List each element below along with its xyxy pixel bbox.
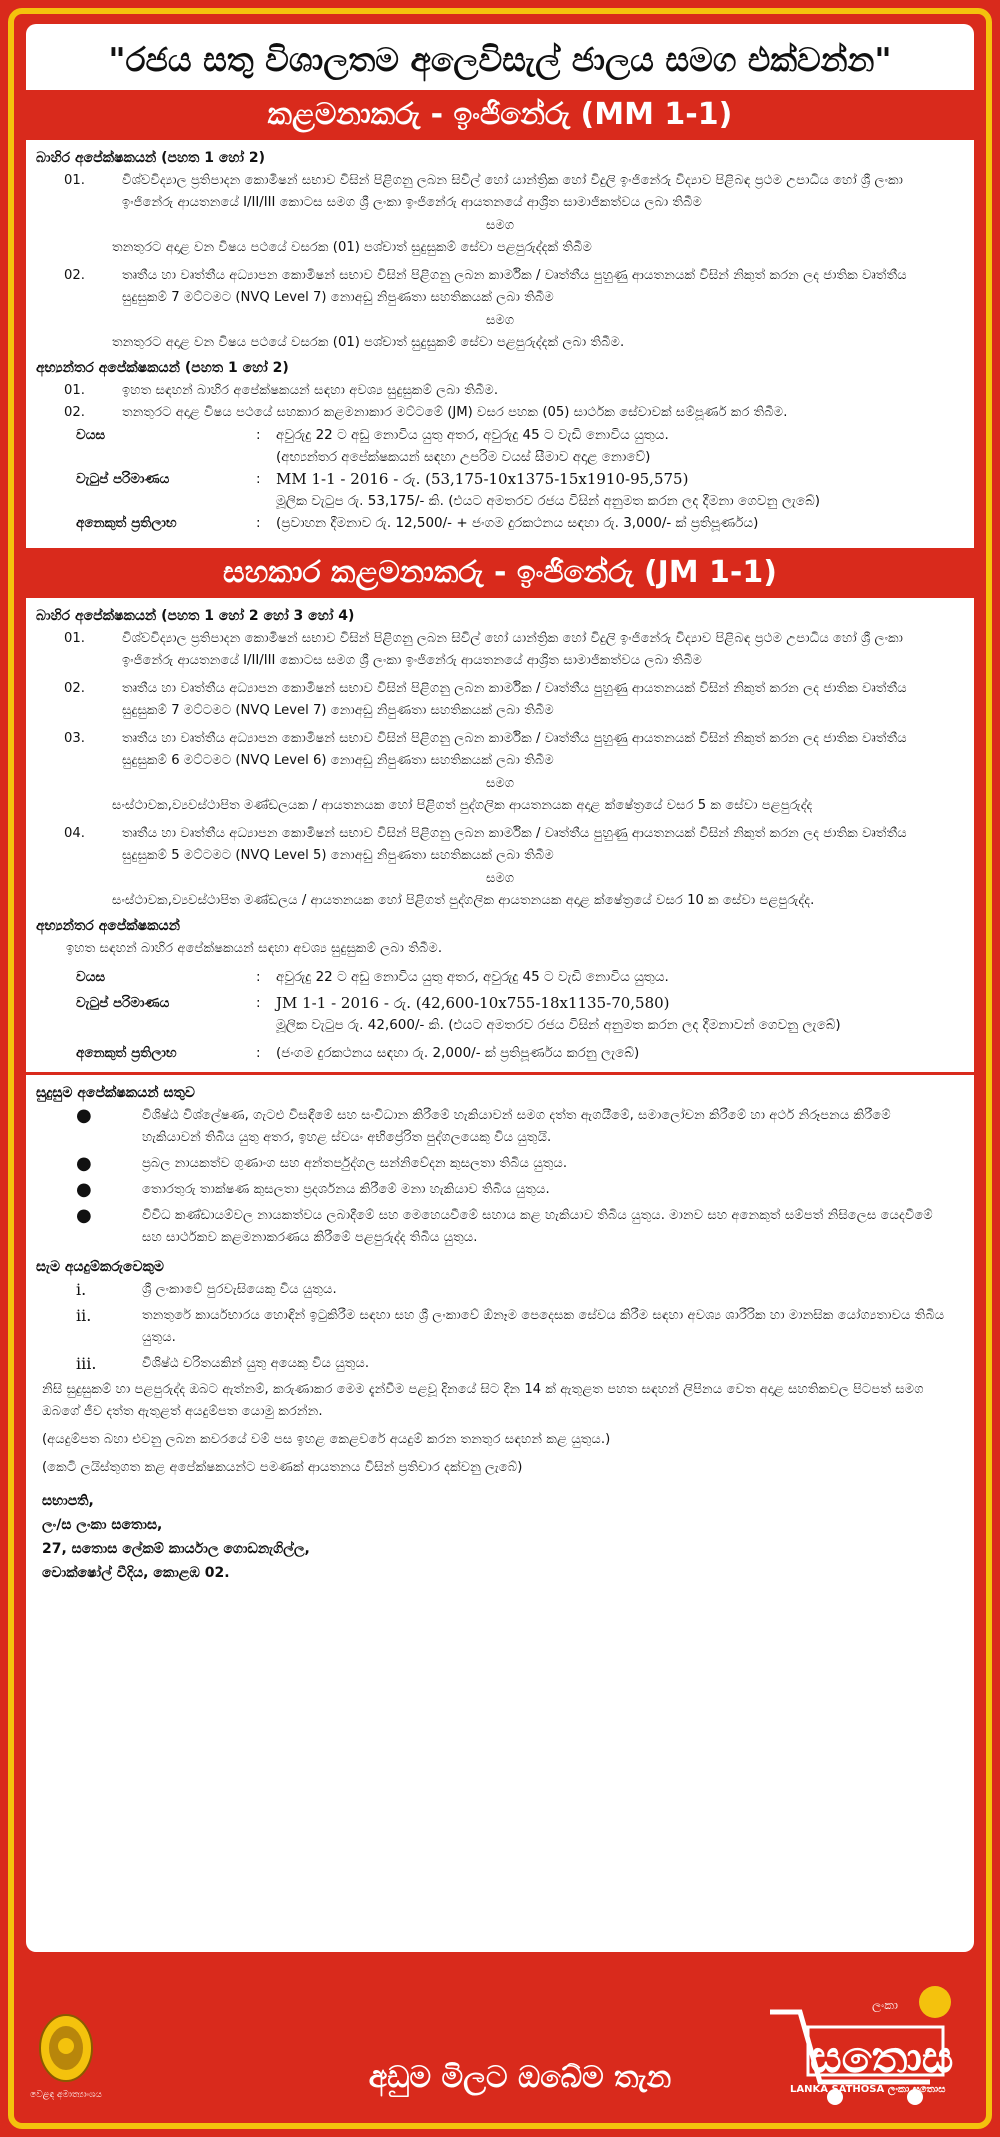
bullet-text: විශිෂ්ඨ විශ්ලේෂණ, ගැටළු විසඳීමේ සහ සංවිධාන කිරීමේ හැකියාවන් සමග දත්ත ඇගයීමේ, සමාලෝචන කිරීමේ හා අර්ථ නිරූපනය කිරීමේ හැකියාවන් තිබිය යුතු අතර, ඉහළ ස්වයං අභිප්‍රේරිත පුද්ගලයෙකු විය යුතුයි. bbox=[142, 1108, 891, 1145]
item-number: 02. bbox=[64, 405, 85, 420]
postal-address bbox=[42, 1489, 958, 1585]
item-continuation: සංස්ථාවක,ව්‍යවස්ථාපිත මණ්ඩලයක / ආයතනයක හෝ පිළිගත් පුද්ගලික ආයතනයක අදාළ ක්ෂේත්‍රයේ වසර 5 ක සේවා පළපුරුද්ද bbox=[112, 798, 813, 813]
item-number: 03. bbox=[64, 731, 85, 746]
item-number: 04. bbox=[64, 826, 85, 841]
age-text: අවුරුදු 22 ට අඩු නොවිය යුතු අතර, අවුරුදු 45 ට වැඩි නොවිය යුතුය. bbox=[276, 969, 669, 985]
apply-envelope-note: (අයදුම්පත බහා එවනු ලබන කවරයේ වම් පස ඉහළ කෙළවරේ අයදුම් කරන තනතුර සඳහන් කළ යුතුය.) bbox=[42, 1432, 611, 1447]
age-text: අවුරුදු 22 ට අඩු නොවිය යුතු අතර, අවුරුදු 45 ට වැඩි නොවිය යුතුය. bbox=[276, 427, 669, 443]
mm-internal-item bbox=[36, 402, 964, 424]
mm-internal-title: අභ්‍යන්තර අපේක්ෂකයන් (පහත 1 හෝ 2) bbox=[36, 360, 289, 376]
item-text: විශ්වවිද්‍යාල ප්‍රතිපාදන කොමිෂන් සභාව විසින් පිළිගනු ලබන සිවිල් හෝ යාන්ත්‍රික හෝ විදුලි ඉංජිනේරු විද්‍යාව පිළිබඳ ප්‍රථම උපාධිය හෝ ශ්‍රී ලංකා ඉංජිනේරු ආයතනයේ I/II/III කොටස සමග ශ්‍රී ලංකා ඉංජිනේරු ආයතනයේ ආශ්‍රිත සාමාජිකත්වය ලබා තිබීම bbox=[122, 173, 903, 210]
general-item bbox=[36, 1305, 964, 1349]
item-number: 01. bbox=[64, 383, 85, 398]
jm-item bbox=[36, 823, 964, 867]
item-text: තෘතීය හා වෘත්තීය අධ්‍යාපන කොමිෂන් සභාව විසින් පිළිගනු ලබන කාර්මික / වෘත්තීය පුහුණු ආයතනයක් විසින් නිකුත් කරන ලද ජාතික වෘත්තීය සුදුසුකම් 7 මට්ටමට (NVQ Level 7) නොඅඩු නිපුණතා සහතිකයක් ලබා තිබීම bbox=[122, 268, 907, 305]
mm-internal-item bbox=[36, 380, 964, 402]
footer bbox=[0, 1952, 1000, 2137]
item-number: ii. bbox=[76, 1306, 92, 1325]
address-line: සභාපති, bbox=[42, 1493, 94, 1509]
qualified-bullet bbox=[36, 1205, 964, 1249]
jm-item bbox=[36, 628, 964, 672]
bullet-text: ප්‍රබල නායකත්ව ගුණාංග සහ අන්තර්පුද්ගල සන්නිවේදන කුසලතා තිබිය යුතුය. bbox=[142, 1156, 568, 1171]
bullet-text: තොරතුරු තාක්ෂණ කුසලතා ප්‍රදර්ශනය කිරීමේ මනා හැකියාව තිබිය යුතුය. bbox=[142, 1182, 550, 1197]
jm-item bbox=[36, 728, 964, 772]
jm-internal-title: අභ්‍යන්තර අපේක්ෂකයන් bbox=[36, 918, 180, 934]
apply-instructions: නිසි සුදුසුකම් හා පළපුරුද්ද ඔබට ඇත්නම්, කරුණාකර මෙම දැන්වීම පළවූ දිනයේ සිට දින 14 ක් ඇතුළත පහත සඳහන් ලිපිනය වෙත අදාළ සහතිකවල පිටපත් සමග ඔබගේ ජීව දත්ත ඇතුළත් අයදුම්පත යොමු කරන්න. bbox=[42, 1382, 924, 1419]
advert-panel bbox=[26, 24, 974, 1952]
logo-text: සතොස bbox=[810, 2032, 954, 2083]
item-number: 02. bbox=[64, 268, 85, 283]
samaga-label: සමග bbox=[486, 313, 514, 328]
mm-item bbox=[36, 265, 964, 309]
salary-note: මූලික වැටුප රු. 53,175/- කි. (එයට අමතරව රජය විසින් අනුමත කරන ලද දීමනා ගෙවනු ලැබේ) bbox=[276, 493, 821, 509]
salary-label: වැටුප් පරිමාණය bbox=[76, 995, 170, 1011]
jm-benefits-row bbox=[36, 1042, 964, 1064]
section-divider bbox=[26, 1072, 974, 1075]
salary-label: වැටුප් පරිමාණය bbox=[76, 471, 170, 487]
item-text: විශිෂ්ඨ චරිතයකින් යුතු අයෙකු විය යුතුය. bbox=[142, 1356, 370, 1371]
item-text: තනතුරේ කාර්යභාරය හොඳින් ඉටුකිරීම සඳහා සහ ශ්‍රී ලංකාවේ ඕනෑම පෙදෙසක සේවය කිරීම සඳහා අවශ්‍ය ශාරීරික හා මානසික යෝග්‍යතාවය තිබිය යුතුය. bbox=[142, 1308, 945, 1345]
logo-subtitle: LANKA SATHOSA ලංකා සතොස bbox=[790, 2084, 946, 2095]
colon: : bbox=[256, 515, 261, 531]
item-continuation: තනතුරට අදාළ වන විෂය පථයේ වසරක (01) පශ්චාත් සුදුසුකම් සේවා පළපුරුද්දක් ලබා තිබීම. bbox=[112, 335, 625, 350]
mm-benefits-row bbox=[36, 512, 964, 534]
item-text: තෘතීය හා වෘත්තීය අධ්‍යාපන කොමිෂන් සභාව විසින් පිළිගනු ලබන කාර්මික / වෘත්තීය පුහුණු ආයතනයක් විසින් නිකුත් කරන ලද ජාතික වෘත්තීය සුදුසුකම් 6 මට්ටමට (NVQ Level 6) නොඅඩු නිපුණතා සහතිකයක් ලබා තිබීම bbox=[122, 731, 907, 768]
address-line: 27, සතොස ලේකම් කාර්යාල ගොඩනැගිල්ල, bbox=[42, 1541, 310, 1557]
item-text: තෘතීය හා වෘත්තීය අධ්‍යාපන කොමිෂන් සභාව විසින් පිළිගනු ලබන කාර්මික / වෘත්තීය පුහුණු ආයතනයක් විසින් නිකුත් කරන ලද ජාතික වෘත්තීය සුදුසුකම් 7 මට්ටමට (NVQ Level 7) නොඅඩු නිපුණතා සහතිකයක් ලබා තිබීම bbox=[122, 681, 907, 718]
benefits-text: (ප්‍රවාහන දීමනාව රු. 12,500/- + ජංගම දුරකථනය සඳහා රු. 3,000/- ක් ප්‍රතිපූර්ණය) bbox=[276, 515, 759, 531]
emblem-caption: වෙළඳ අමාත්‍යාංශය bbox=[30, 2090, 102, 2100]
age-note: (අභ්‍යන්තර අපේක්ෂකයන් සඳහා උපරිම වයස් සීමාව අදාළ නොවේ) bbox=[276, 449, 651, 465]
colon: : bbox=[256, 427, 261, 443]
item-text: ශ්‍රී ලංකාවේ පුරවැසියෙකු විය යුතුය. bbox=[142, 1282, 337, 1297]
bullet-icon: ● bbox=[76, 1153, 92, 1174]
jm-salary-row bbox=[36, 992, 964, 1036]
age-label: වයස bbox=[76, 969, 106, 985]
jm-item bbox=[36, 678, 964, 722]
benefits-label: අනෙකුත් ප්‍රතිලාභ bbox=[76, 1045, 177, 1061]
general-title: සැම අයදුම්කරුවෙකුම bbox=[36, 1259, 164, 1275]
mm-age-row bbox=[36, 424, 964, 468]
mm-banner: කළමනාකරු - ඉංජිනේරු (MM 1-1) bbox=[26, 90, 974, 140]
qualified-bullet bbox=[36, 1179, 964, 1201]
item-number: 02. bbox=[64, 681, 85, 696]
item-text: තෘතීය හා වෘත්තීය අධ්‍යාපන කොමිෂන් සභාව විසින් පිළිගනු ලබන කාර්මික / වෘත්තීය පුහුණු ආයතනයක් විසින් නිකුත් කරන ලද ජාතික වෘත්තීය සුදුසුකම් 5 මට්ටමට (NVQ Level 5) නොඅඩු නිපුණතා සහතිකයක් ලබා තිබීම bbox=[122, 826, 907, 863]
address-line: ලං/ස ලංකා සතොස, bbox=[42, 1517, 163, 1533]
salary-text: JM 1-1 - 2016 - රු. (42,600-10x755-18x1135-70,580) bbox=[276, 994, 670, 1012]
colon: : bbox=[256, 969, 261, 985]
mm-salary-row bbox=[36, 468, 964, 512]
samaga-label: සමග bbox=[486, 776, 514, 791]
item-continuation: සංස්ථාවක,ව්‍යවස්ථාපිත මණ්ඩලය / ආයතනයක හෝ පිළිගත් පුද්ගලික ආයතනයක අදාළ ක්ෂේත්‍රයේ වසර 10 ක සේවා පළපුරුද්ද. bbox=[112, 893, 815, 908]
jm-external-title: බාහිර අපේක්ෂකයන් (පහත 1 හෝ 2 හෝ 3 හෝ 4) bbox=[36, 608, 355, 624]
item-number: iii. bbox=[76, 1354, 97, 1373]
item-text: විශ්වවිද්‍යාල ප්‍රතිපාදන කොමිෂන් සභාව විසින් පිළිගනු ලබන සිවිල් හෝ යාන්ත්‍රික හෝ විදුලි ඉංජිනේරු විද්‍යාව පිළිබඳ ප්‍රථම උපාධිය හෝ ශ්‍රී ලංකා ඉංජිනේරු ආයතනයේ I/II/III කොටස සමග ශ්‍රී ලංකා ඉංජිනේරු ආයතනයේ ආශ්‍රිත සාමාජිකත්වය ලබා තිබීම bbox=[122, 631, 903, 668]
qualified-bullet bbox=[36, 1105, 964, 1149]
bullet-icon: ● bbox=[76, 1179, 92, 1200]
colon: : bbox=[256, 471, 261, 487]
bullet-text: විවිධ කණ්ඩායම්වල නායකත්වය ලබාදීමේ සහ මෙහෙයවීමේ සහාය කළ හැකියාව තිබිය යුතුය. මානව සහ අනෙකුත් සම්පත් නිසිලෙස යෙදවීමේ සහ සාර්ථකව කළමනාකරණය කිරීමේ පළපුරුද්ද තිබිය යුතුය. bbox=[142, 1208, 933, 1245]
headline: "රජය සතු විශාලතම අලෙවිසැල් ජාලය සමග එක්වන්න" bbox=[108, 40, 892, 79]
benefits-label: අනෙකුත් ප්‍රතිලාභ bbox=[76, 515, 177, 531]
jm-internal-text: ඉහත සඳහන් බාහිර අපේක්ෂකයන් සඳහා අවශ්‍ය සුදුසුකම් ලබා තිබීම. bbox=[66, 941, 443, 956]
item-number: i. bbox=[76, 1280, 87, 1299]
age-label: වයස bbox=[76, 427, 106, 443]
samaga-label: සමග bbox=[486, 871, 514, 886]
item-number: 01. bbox=[64, 173, 85, 188]
item-number: 01. bbox=[64, 631, 85, 646]
item-text: තනතුරට අදාළ විෂය පථයේ සහකාර කළමනාකාර මට්ටමේ (JM) වසර පහක (05) සාර්ථක සේවාවක් සම්පූර්ණ කර තිබීම. bbox=[122, 405, 788, 420]
bullet-icon: ● bbox=[76, 1105, 92, 1126]
apply-shortlist-note: (කෙටි ලයිස්තුගත කළ අපේක්ෂකයන්ට පමණක් ආයතනය විසින් ප්‍රතිචාර දක්වනු ලැබේ) bbox=[42, 1460, 523, 1475]
qualified-title: සුදුසුම අපේක්ෂකයන් සතුව bbox=[36, 1085, 195, 1101]
item-text: ඉහත සඳහන් බාහිර අපේක්ෂකයන් සඳහා අවශ්‍ය සුදුසුකම් ලබා තිබීම. bbox=[122, 383, 499, 398]
jm-banner: සහකාර කළමනාකරු - ඉංජිනේරු (JM 1-1) bbox=[26, 548, 974, 598]
mm-item bbox=[36, 170, 964, 214]
salary-note: මූලික වැටුප රු. 42,600/- කි. (එයට අමතරව රජය විසින් අනුමත කරන ලද දීමනාවන් ගෙවනු ලැබේ) bbox=[276, 1017, 841, 1033]
tagline: අඩුම මිලට ඔබේම තැන bbox=[368, 2060, 672, 2095]
general-item bbox=[36, 1279, 964, 1301]
samaga-label: සමග bbox=[486, 218, 514, 233]
colon: : bbox=[256, 995, 261, 1011]
colon: : bbox=[256, 1045, 261, 1061]
general-item bbox=[36, 1353, 964, 1375]
state-emblem-icon bbox=[36, 2012, 96, 2086]
qualified-bullet bbox=[36, 1153, 964, 1175]
item-continuation: තනතුරට අදාළ වන විෂය පථයේ වසරක (01) පශ්චාත් සුදුසුකම් සේවා පළපුරුද්දක් තිබීම bbox=[112, 240, 592, 255]
salary-text: MM 1-1 - 2016 - රු. (53,175-10x1375-15x1910-95,575) bbox=[276, 470, 689, 488]
bullet-icon: ● bbox=[76, 1205, 92, 1226]
mm-external-title: බාහිර අපේක්ෂකයන් (පහත 1 හෝ 2) bbox=[36, 150, 266, 166]
logo-lanka-text: ලංකා bbox=[872, 1998, 898, 2012]
jm-age-row bbox=[36, 966, 964, 988]
address-line: වොක්ෂෝල් වීදිය, කොළඹ 02. bbox=[42, 1565, 230, 1581]
benefits-text: (ජංගම දුරකථනය සඳහා රු. 2,000/- ක් ප්‍රතිපූර්ණය කරනු ලැබේ) bbox=[276, 1045, 640, 1061]
